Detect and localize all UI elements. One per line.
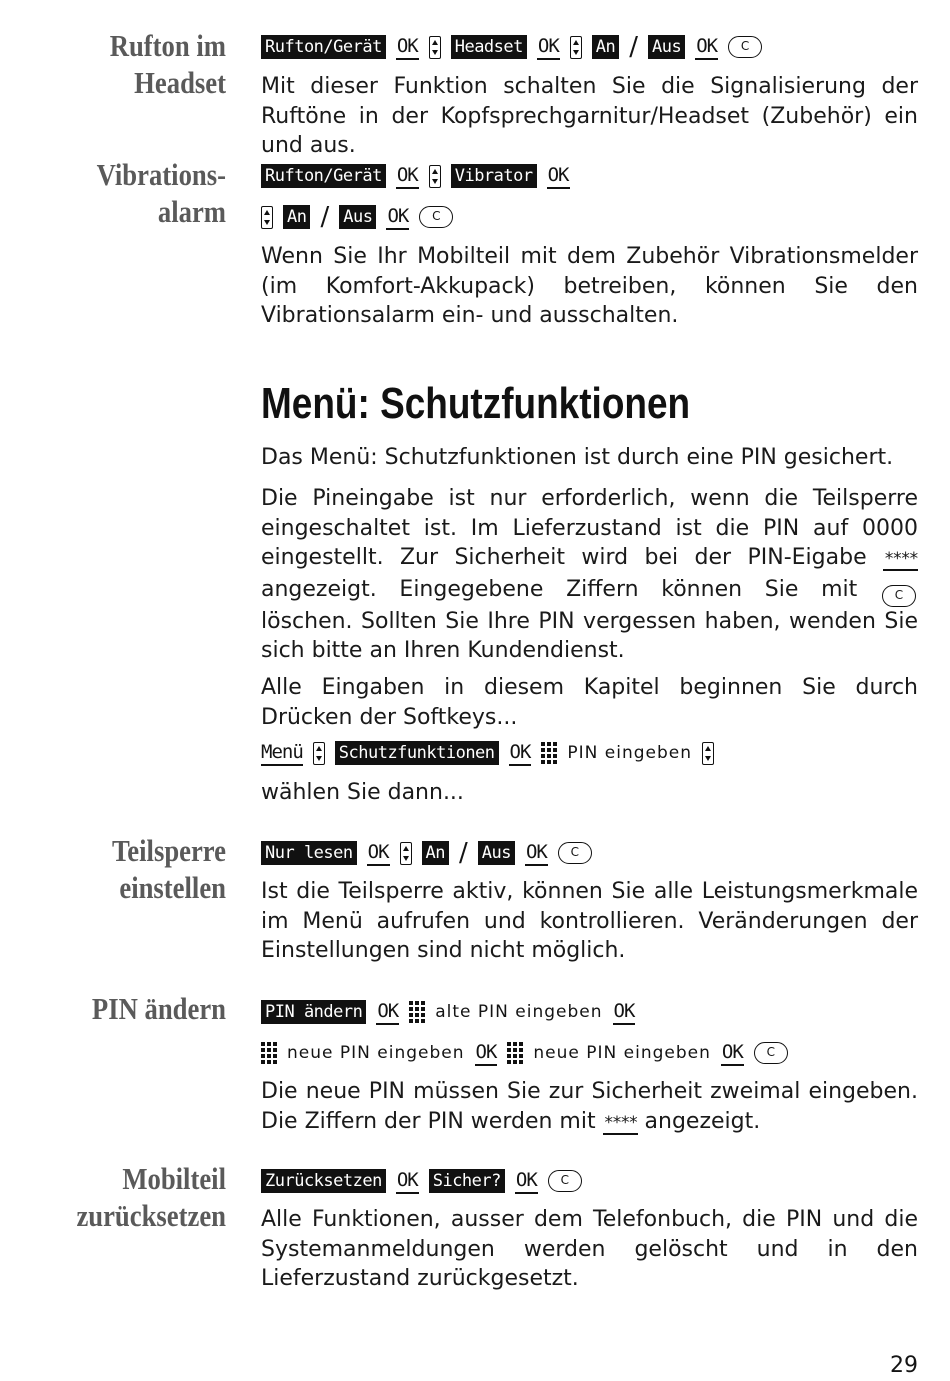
- paragraph-teilsperre: Ist die Teilsperre aktiv, können Sie alle Leistungsmerkmale im Menü aufrufen und kontrollieren. Veränderungen der Einstellungen sind nicht möglich.: [261, 879, 918, 963]
- pin-input-label: PIN eingeben: [567, 743, 693, 763]
- keypad-icon: [409, 1001, 425, 1023]
- section-heading-zuruecksetzen: Mobilteil zurücksetzen: [76, 1161, 227, 1233]
- c-key-icon: C: [882, 585, 916, 607]
- display-item-sicher: Sicher?: [429, 1169, 505, 1193]
- page-number: 29: [890, 1353, 918, 1378]
- display-item-headset: Headset: [451, 35, 527, 59]
- keypad-icon: [507, 1042, 523, 1064]
- paragraph-zuruecksetzen: Alle Funktionen, ausser dem Telefonbuch, die PIN und die Systemanmeldungen werden gelöscht und in den Lieferzustand zurückgesetzt.: [261, 1207, 918, 1291]
- separator-slash: /: [459, 838, 468, 868]
- display-item-pin-aendern: PIN ändern: [261, 1000, 366, 1024]
- paragraph-menu-softkeys: Alle Eingaben in diesem Kapitel beginnen Sie durch Drücken der Softkeys...: [261, 675, 918, 730]
- section-title: Menü: Schutzfunktionen: [261, 379, 691, 428]
- ok-key: OK: [721, 1040, 744, 1066]
- ok-key: OK: [509, 740, 532, 766]
- menu-softkey: Menü: [261, 740, 303, 766]
- ok-key: OK: [475, 1040, 498, 1066]
- ok-key: OK: [547, 163, 570, 189]
- up-down-arrow-icon: [261, 206, 273, 229]
- paragraph-pin-aendern: Die neue PIN müssen Sie zur Sicherheit zweimal eingeben. Die Ziffern der PIN werden mit **** angezeigt.: [261, 1079, 918, 1134]
- c-key-icon: C: [728, 36, 762, 58]
- section-heading-pin-aendern: PIN ändern: [91, 991, 227, 1026]
- up-down-arrow-icon: [429, 36, 441, 59]
- ok-key: OK: [396, 163, 419, 189]
- separator-slash: /: [629, 32, 639, 62]
- ok-key: OK: [376, 999, 399, 1025]
- ok-key: OK: [367, 840, 390, 866]
- display-item-an: An: [283, 205, 310, 229]
- key-sequence-vibrationsalarm-2: [261, 202, 453, 232]
- paragraph-menu-intro: Das Menü: Schutzfunktionen ist durch eine PIN gesichert.: [261, 445, 894, 470]
- ok-key: OK: [695, 34, 718, 60]
- key-sequence-pin-aendern-2: [261, 1038, 788, 1068]
- paragraph-rufton-headset: Mit dieser Funktion schalten Sie die Signalisierung der Ruftöne in der Kopfsprechgarnitur/Headset (Zubehör) ein und aus.: [261, 74, 918, 158]
- new-pin-label: neue PIN eingeben: [287, 1043, 465, 1063]
- display-item-aus: Aus: [648, 35, 685, 59]
- key-sequence-teilsperre: [261, 838, 592, 868]
- display-item-rufton-geraet: Rufton/Gerät: [261, 35, 386, 59]
- up-down-arrow-icon: [313, 742, 325, 765]
- display-item-aus: Aus: [339, 205, 376, 229]
- section-heading-teilsperre: Teilsperre einstellen: [111, 833, 226, 905]
- new-pin-repeat-label: neue PIN eingeben: [533, 1043, 711, 1063]
- paragraph-vibrationsalarm: Wenn Sie Ihr Mobilteil mit dem Zubehör Vibrationsmelder (im Komfort-Akkupack) betreiben, können Sie den Vibrationsalarm ein- und ausschalten.: [261, 244, 918, 328]
- display-item-an: An: [422, 841, 449, 865]
- ok-key: OK: [525, 840, 548, 866]
- c-key-icon: C: [548, 1170, 582, 1192]
- key-sequence-vibrationsalarm-1: [261, 161, 570, 191]
- c-key-icon: C: [558, 842, 592, 864]
- display-item-nur-lesen: Nur lesen: [261, 841, 357, 865]
- ok-key: OK: [396, 34, 419, 60]
- separator-slash: /: [320, 202, 330, 232]
- up-down-arrow-icon: [570, 36, 582, 59]
- display-item-schutzfunktionen: Schutzfunktionen: [335, 741, 499, 765]
- old-pin-label: alte PIN eingeben: [435, 1002, 603, 1022]
- display-item-zuruecksetzen: Zurücksetzen: [261, 1169, 386, 1193]
- up-down-arrow-icon: [429, 165, 441, 188]
- key-sequence-rufton-headset: [261, 32, 762, 62]
- keypad-icon: [261, 1042, 277, 1064]
- ok-key: OK: [613, 999, 636, 1025]
- c-key-icon: C: [754, 1042, 788, 1064]
- paragraph-menu-then: wählen Sie dann...: [261, 780, 464, 805]
- pin-mask-stars: ****: [884, 549, 917, 569]
- ok-key: OK: [386, 204, 409, 230]
- key-sequence-pin-aendern-1: [261, 997, 635, 1027]
- up-down-arrow-icon: [702, 742, 714, 765]
- key-sequence-menu: [261, 738, 714, 768]
- section-heading-rufton-headset: Rufton im Headset: [109, 28, 226, 100]
- display-item-vibrator: Vibrator: [451, 164, 537, 188]
- display-item-aus: Aus: [478, 841, 515, 865]
- pin-mask-stars: ****: [603, 1112, 637, 1133]
- ok-key: OK: [537, 34, 560, 60]
- c-key-icon: C: [419, 206, 453, 228]
- paragraph-menu-pin: Die Pineingabe ist nur erforderlich, wenn die Teilsperre eingeschaltet ist. Im Lieferzustand ist die PIN auf 0000 eingestellt. Zur Sicherheit wird bei der PIN-Eigabe **** angezeigt. Eingegebene Ziffern können Sie mit C löschen. Sollten Sie Ihre PIN vergessen haben, wenden Sie sich bitte an Ihren Kundendienst.: [261, 486, 918, 663]
- keypad-icon: [541, 742, 557, 764]
- section-heading-vibrationsalarm: Vibrations- alarm: [96, 157, 227, 229]
- ok-key: OK: [396, 1168, 419, 1194]
- display-item-an: An: [592, 35, 619, 59]
- ok-key: OK: [515, 1168, 538, 1194]
- key-sequence-zuruecksetzen: [261, 1166, 582, 1196]
- up-down-arrow-icon: [400, 842, 412, 865]
- display-item-rufton-geraet: Rufton/Gerät: [261, 164, 386, 188]
